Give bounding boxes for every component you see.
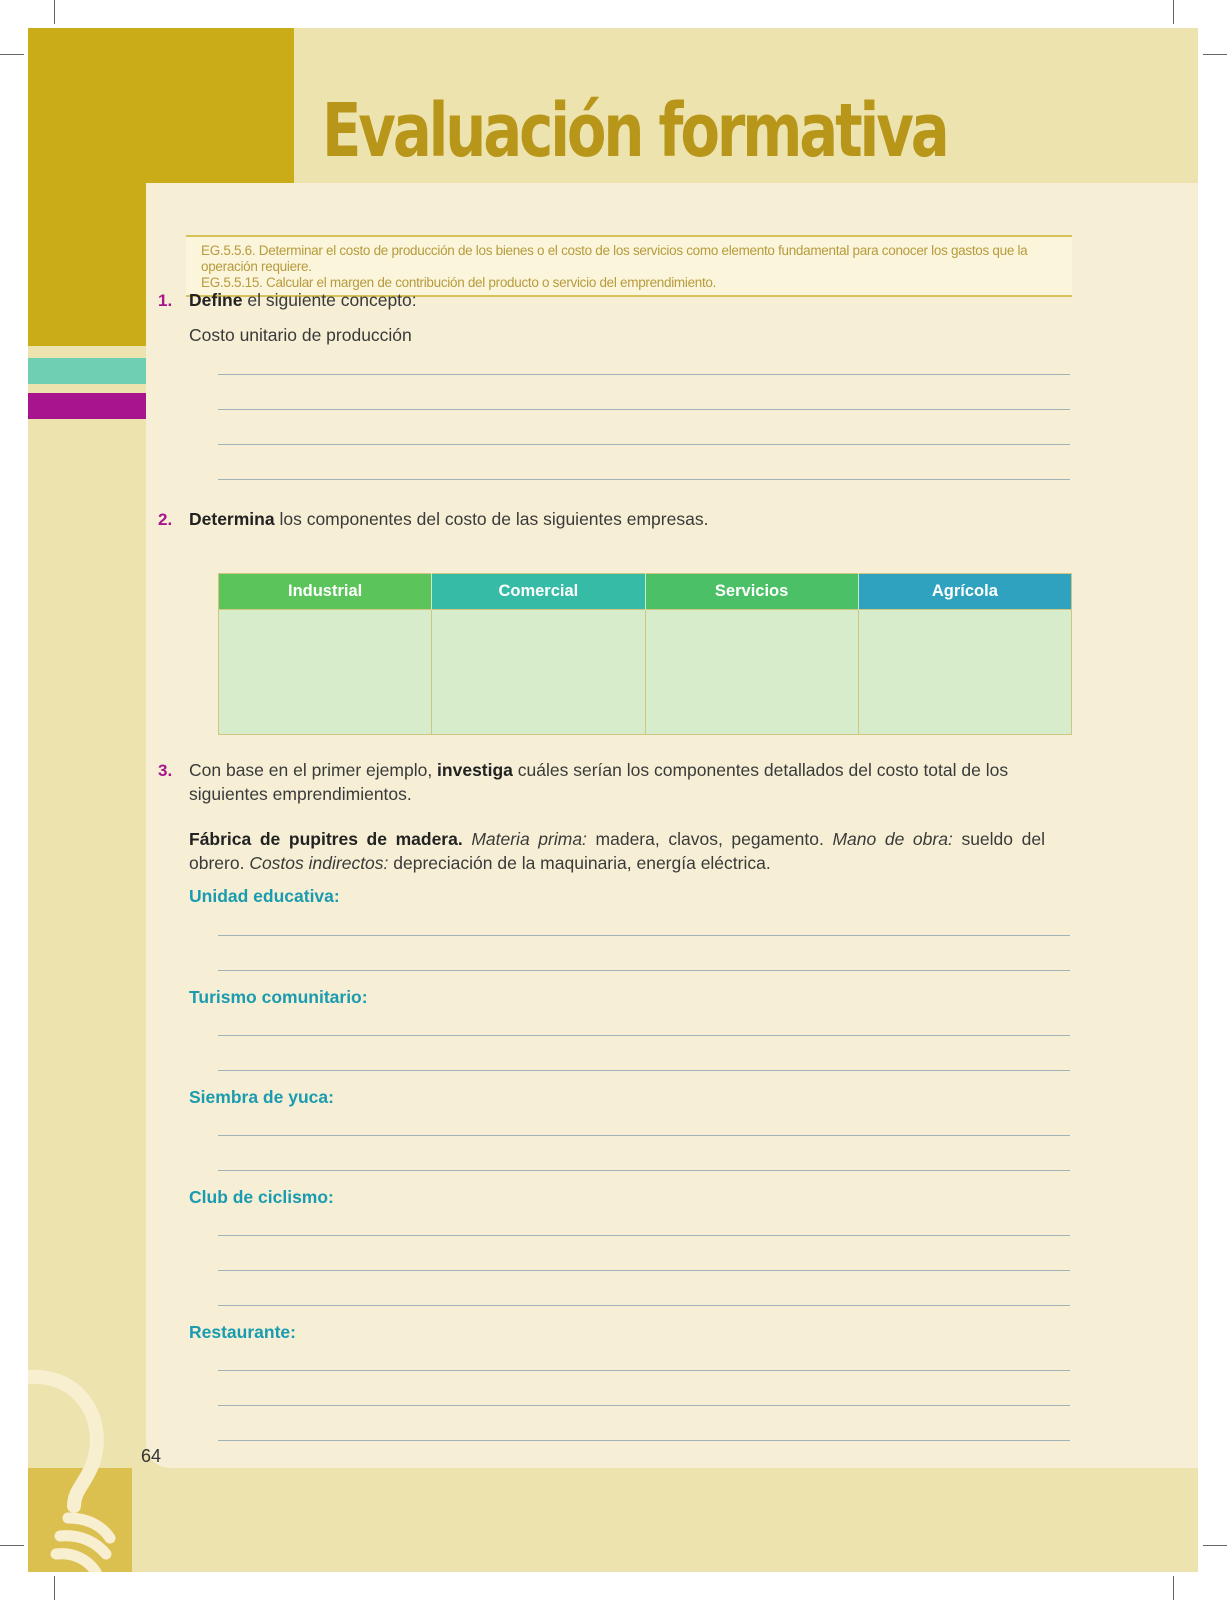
objective-2: EG.5.5.15. Calcular el margen de contribución del producto o servicio del emprendimiento. bbox=[201, 275, 717, 290]
answer-line[interactable] bbox=[218, 1405, 1070, 1406]
example-name: Fábrica de pupitres de madera. bbox=[189, 829, 463, 849]
crop-mark bbox=[54, 0, 55, 24]
question-2-rest: los componentes del costo de las siguientes empresas. bbox=[274, 509, 709, 529]
answer-line[interactable] bbox=[218, 409, 1070, 410]
crop-mark bbox=[1173, 0, 1174, 24]
example-mo-label: Mano de obra: bbox=[832, 829, 953, 849]
answer-cell-agricola[interactable] bbox=[858, 610, 1071, 735]
header-comercial: Comercial bbox=[432, 574, 645, 610]
header-agricola: Agrícola bbox=[858, 574, 1071, 610]
question-3-number: 3. bbox=[158, 761, 173, 780]
subhead-restaurante: Restaurante: bbox=[189, 1322, 296, 1342]
crop-mark bbox=[54, 1576, 55, 1600]
cost-components-table bbox=[218, 573, 1072, 735]
page bbox=[28, 28, 1198, 1572]
question-1-verb: Define bbox=[189, 290, 243, 310]
example-ci-text: depreciación de la maquinaria, energía eléctrica. bbox=[388, 853, 771, 873]
crop-mark bbox=[0, 54, 24, 55]
question-3-rest: cuáles serían los componentes detallados del costo total de los siguientes emprendimientos. bbox=[189, 760, 1009, 804]
question-3-lead: Con base en el primer ejemplo, bbox=[189, 760, 438, 780]
magenta-stripe bbox=[28, 393, 146, 419]
example-ci-label: Costos indirectos: bbox=[249, 853, 389, 873]
answer-line[interactable] bbox=[218, 1135, 1070, 1136]
question-2-verb: Determina bbox=[189, 509, 275, 529]
answer-line[interactable] bbox=[218, 1035, 1070, 1036]
question-1-concept: Costo unitario de producción bbox=[189, 325, 412, 345]
answer-line[interactable] bbox=[218, 1305, 1070, 1306]
answer-line[interactable] bbox=[218, 1170, 1070, 1171]
answer-line[interactable] bbox=[218, 479, 1070, 480]
subhead-club-de-ciclismo: Club de ciclismo: bbox=[189, 1187, 334, 1207]
question-3-prompt bbox=[189, 758, 1045, 806]
page-number: 64 bbox=[141, 1446, 162, 1466]
question-3-verb: investiga bbox=[437, 760, 513, 780]
answer-cell-servicios[interactable] bbox=[645, 610, 858, 735]
header-servicios: Servicios bbox=[645, 574, 858, 610]
crop-mark bbox=[0, 1545, 24, 1546]
content-panel bbox=[146, 183, 1198, 1468]
answer-line[interactable] bbox=[218, 970, 1070, 971]
lightbulb-icon bbox=[28, 1368, 148, 1572]
page-title: Evaluación formativa bbox=[322, 88, 947, 174]
teal-stripe bbox=[28, 358, 146, 384]
objective-1: EG.5.5.6. Determinar el costo de producción de los bienes o el costo de los servicios como elemento fundamental para conocer los gastos que la operación requiere. bbox=[201, 243, 1028, 274]
table-header-row bbox=[219, 574, 1072, 610]
example-mp-label: Materia prima: bbox=[471, 829, 587, 849]
answer-line[interactable] bbox=[218, 374, 1070, 375]
question-1-prompt bbox=[189, 288, 417, 312]
subhead-unidad-educativa: Unidad educativa: bbox=[189, 886, 340, 906]
answer-cell-industrial[interactable] bbox=[219, 610, 432, 735]
crop-mark bbox=[1203, 1545, 1227, 1546]
example-paragraph bbox=[189, 827, 1045, 875]
subhead-siembra-de-yuca: Siembra de yuca: bbox=[189, 1087, 334, 1107]
question-1-number: 1. bbox=[158, 291, 173, 310]
header-industrial: Industrial bbox=[219, 574, 432, 610]
answer-line[interactable] bbox=[218, 935, 1070, 936]
question-2-number: 2. bbox=[158, 510, 173, 529]
example-mp-text: madera, clavos, pegamento. bbox=[586, 829, 833, 849]
example-mo-text: sueldo del obrero. bbox=[189, 829, 1045, 873]
subhead-turismo-comunitario: Turismo comunitario: bbox=[189, 987, 368, 1007]
answer-line[interactable] bbox=[218, 1440, 1070, 1441]
answer-line[interactable] bbox=[218, 1070, 1070, 1071]
answer-line[interactable] bbox=[218, 444, 1070, 445]
table-answer-row bbox=[219, 610, 1072, 735]
crop-mark bbox=[1173, 1576, 1174, 1600]
crop-mark bbox=[1203, 54, 1227, 55]
answer-line[interactable] bbox=[218, 1235, 1070, 1236]
answer-line[interactable] bbox=[218, 1370, 1070, 1371]
answer-line[interactable] bbox=[218, 1270, 1070, 1271]
answer-cell-comercial[interactable] bbox=[432, 610, 645, 735]
question-2-prompt bbox=[189, 507, 708, 531]
question-1-rest: el siguiente concepto: bbox=[242, 290, 417, 310]
